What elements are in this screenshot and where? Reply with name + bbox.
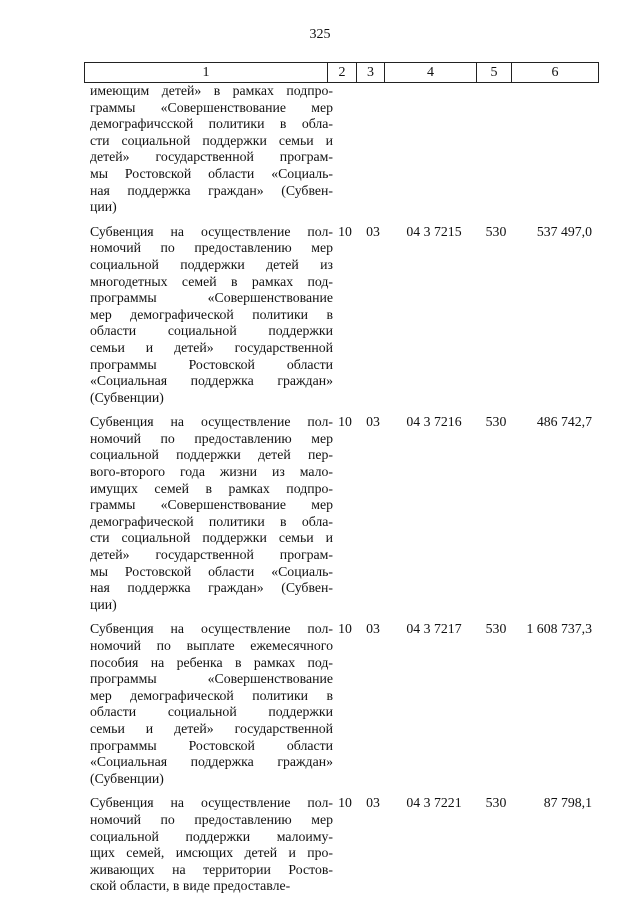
column-header-6: 6 [512, 63, 599, 83]
section-code: 10 [338, 795, 352, 811]
row-description [84, 224, 333, 407]
description-line: номочий по предоставлению мер [90, 811, 333, 827]
table-header [84, 62, 599, 83]
expense-type-code: 530 [485, 795, 507, 811]
description-line: граммы «Совершенствование мер [90, 497, 333, 513]
description-line: социальной поддержки детей из [90, 256, 333, 272]
target-article-code: 04 3 7216 [406, 414, 462, 430]
column-header-4: 4 [385, 63, 477, 83]
description-line: детей» государственной програм- [90, 547, 333, 563]
table-row [84, 795, 598, 895]
description-line: мы Ростовской области «Социаль- [90, 165, 333, 181]
table-row [84, 621, 598, 787]
description-line: области социальной поддержки [90, 323, 333, 339]
subsection-code: 03 [366, 414, 380, 430]
description-line: мы Ростовской области «Социаль- [90, 563, 333, 579]
column-header-2: 2 [328, 63, 357, 83]
description-line: ской области, в виде предоставле- [90, 878, 291, 894]
column-header-3: 3 [357, 63, 385, 83]
description-line: ная поддержка граждан» (Субвен- [90, 182, 333, 198]
table-row [84, 414, 598, 613]
column-header-5: 5 [477, 63, 512, 83]
row-description [84, 621, 333, 787]
description-line: сти социальной поддержки семьи и [90, 530, 333, 546]
description-line: демографичсской политики в обла- [90, 116, 333, 132]
description-line: детей» государственной програм- [90, 149, 333, 165]
description-line: программы «Совершенствование [90, 671, 333, 687]
description-line: (Субвенции) [90, 389, 164, 405]
expense-type-code: 530 [485, 621, 507, 637]
description-line: пособия на ребенка в рамках под- [90, 654, 333, 670]
subsection-code: 03 [366, 621, 380, 637]
description-line: номочий по выплате ежемесячного [90, 638, 333, 653]
description-line: области социальной поддержки [90, 704, 333, 720]
column-header-1: 1 [85, 63, 328, 83]
description-line: социальной поддержки малоиму- [90, 828, 333, 844]
description-line: программы Ростовской области [90, 356, 333, 372]
amount: 87 798,1 [543, 795, 592, 811]
row-description [84, 414, 333, 613]
description-line: мер демографической политики в [90, 687, 333, 703]
description-line: программы Ростовской области [90, 737, 333, 753]
table-body [84, 83, 598, 895]
description-line: ная поддержка граждан» (Субвен- [90, 580, 333, 596]
row-description [84, 83, 333, 216]
description-line: имеющим детей» в рамках подпро- [90, 83, 333, 98]
description-line: семьи и детей» государственной [90, 720, 333, 736]
section-code: 10 [338, 621, 352, 637]
description-line: Субвенция на осуществление пол- [90, 223, 333, 239]
expense-type-code: 530 [485, 223, 507, 239]
page-number: 325 [309, 27, 331, 42]
amount: 486 742,7 [536, 414, 592, 430]
description-line: номочий по предоставлению мер [90, 240, 333, 256]
description-line: многодетных семей в рамках под- [90, 273, 333, 289]
section-code: 10 [338, 414, 352, 430]
subsection-code: 03 [366, 223, 380, 239]
expense-type-code: 530 [485, 414, 507, 430]
description-line: мер демографической политики в [90, 306, 333, 322]
description-line: Субвенция на осуществление пол- [90, 414, 333, 430]
description-line: ции) [90, 596, 117, 612]
description-line: живающих на территории Ростов- [90, 861, 333, 877]
target-article-code: 04 3 7215 [406, 223, 462, 239]
description-line: Субвенция на осуществление пол- [90, 621, 333, 637]
amount: 1 608 737,3 [526, 621, 592, 637]
description-line: программы «Совершенствование [90, 290, 333, 306]
description-line: Субвенция на осуществление пол- [90, 795, 333, 811]
section-code: 10 [338, 223, 352, 239]
description-line: щих семей, имсющих детей и про- [90, 845, 333, 861]
description-line: имущих семей в рамках подпро- [90, 480, 333, 496]
subsection-code: 03 [366, 795, 380, 811]
description-line: ции) [90, 199, 117, 215]
table-row [84, 224, 598, 407]
table-row [84, 83, 598, 216]
description-line: граммы «Совершенствование мер [90, 99, 333, 115]
description-line: вого-второго года жизни из мало- [90, 464, 333, 480]
target-article-code: 04 3 7217 [406, 621, 462, 637]
row-description [84, 795, 333, 895]
description-line: социальной поддержки детей пер- [90, 447, 333, 463]
description-line: «Социальная поддержка граждан» [90, 754, 333, 770]
description-line: «Социальная поддержка граждан» [90, 373, 333, 389]
description-line: сти социальной поддержки семьи и [90, 132, 333, 148]
amount: 537 497,0 [536, 223, 592, 239]
target-article-code: 04 3 7221 [406, 795, 462, 811]
description-line: номочий по предоставлению мер [90, 430, 333, 446]
description-line: (Субвенции) [90, 770, 164, 786]
description-line: демографической политики в обла- [90, 513, 333, 529]
description-line: семьи и детей» государственной [90, 339, 333, 355]
